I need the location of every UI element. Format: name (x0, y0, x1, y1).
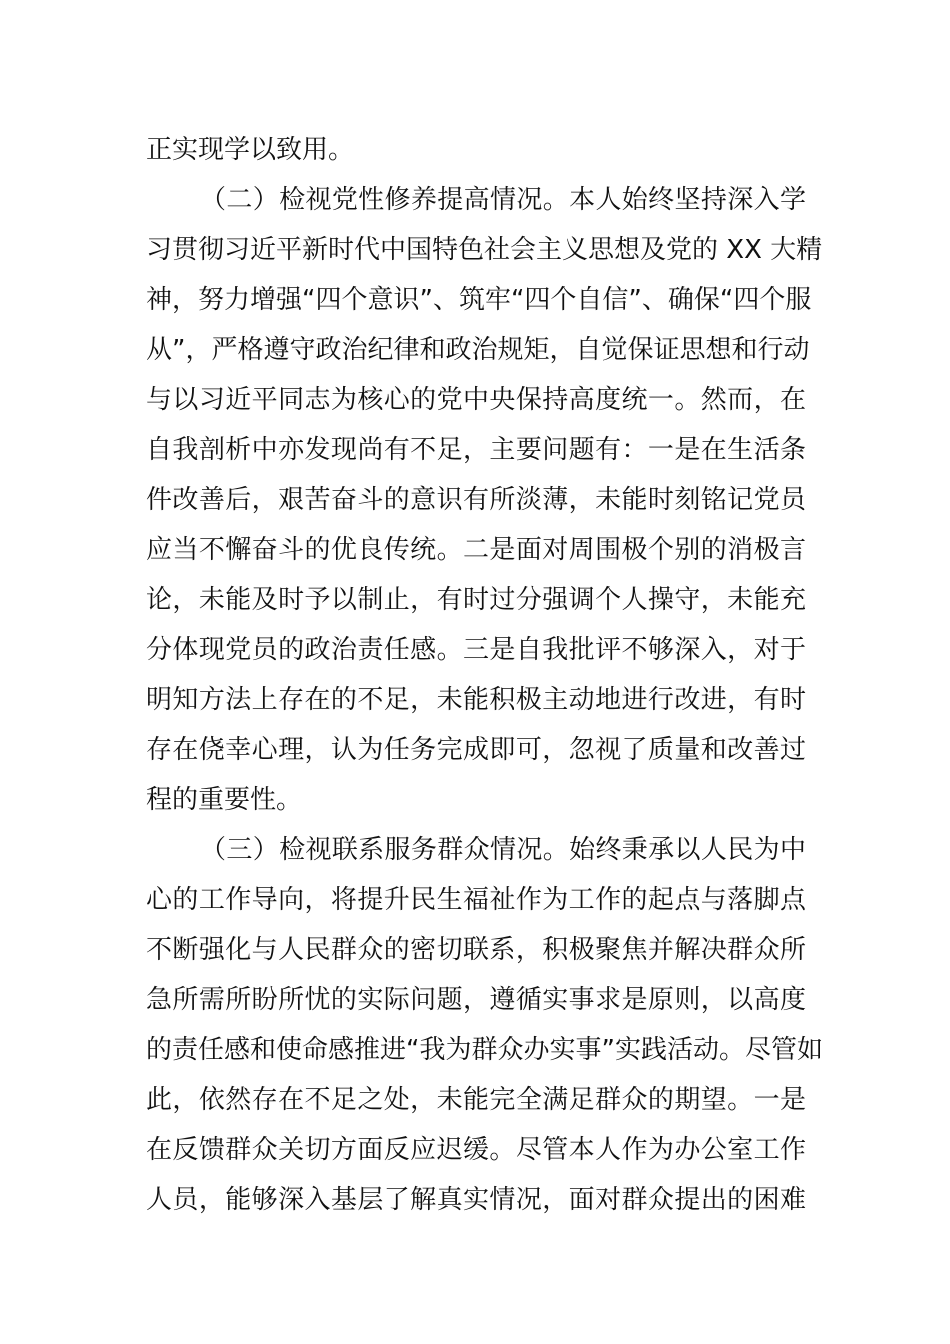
text-line-10: 论，未能及时予以制止，有时过分强调个人操守，未能充 (146, 585, 806, 615)
text-line-3: 习贯彻习近平新时代中国特色社会主义思想及党的 XX 大精 (146, 235, 823, 265)
text-line-18: 急所需所盼所忧的实际问题，遵循实事求是原则，以高度 (146, 985, 806, 1015)
text-line-22: 人员，能够深入基层了解真实情况，面对群众提出的困难 (146, 1185, 806, 1215)
text-line-12: 明知方法上存在的不足，未能积极主动地进行改进，有时 (146, 685, 806, 715)
text-line-19: 的责任感和使命感推进“我为群众办实事”实践活动。尽管如 (146, 1035, 823, 1065)
text-line-2: （二）检视党性修养提高情况。本人始终坚持深入学 (200, 185, 806, 215)
text-line-8: 件改善后，艰苦奋斗的意识有所淡薄，未能时刻铭记党员 (146, 485, 806, 515)
text-line-5: 从”，严格遵守政治纪律和政治规矩，自觉保证思想和行动 (146, 335, 810, 365)
text-line-11: 分体现党员的政治责任感。三是自我批评不够深入，对于 (146, 635, 806, 665)
text-line-17: 不断强化与人民群众的密切联系，积极聚焦并解决群众所 (146, 935, 806, 965)
text-line-14: 程的重要性。 (146, 785, 303, 815)
text-line-21: 在反馈群众关切方面反应迟缓。尽管本人作为办公室工作 (146, 1135, 806, 1165)
text-line-4: 神，努力增强“四个意识”、筑牢“四个自信”、确保“四个服 (146, 285, 812, 315)
text-line-13: 存在侥幸心理，认为任务完成即可，忽视了质量和改善过 (146, 735, 806, 765)
text-line-9: 应当不懈奋斗的优良传统。二是面对周围极个别的消极言 (146, 535, 806, 565)
text-line-15: （三）检视联系服务群众情况。始终秉承以人民为中 (200, 835, 806, 865)
text-line-16: 心的工作导向，将提升民生福祉作为工作的起点与落脚点 (146, 885, 806, 915)
text-line-6: 与以习近平同志为核心的党中央保持高度统一。然而，在 (146, 385, 806, 415)
text-line-20: 此，依然存在不足之处，未能完全满足群众的期望。一是 (146, 1085, 806, 1115)
text-line-1: 正实现学以致用。 (146, 135, 355, 165)
text-line-7: 自我剖析中亦发现尚有不足，主要问题有：一是在生活条 (146, 435, 806, 465)
